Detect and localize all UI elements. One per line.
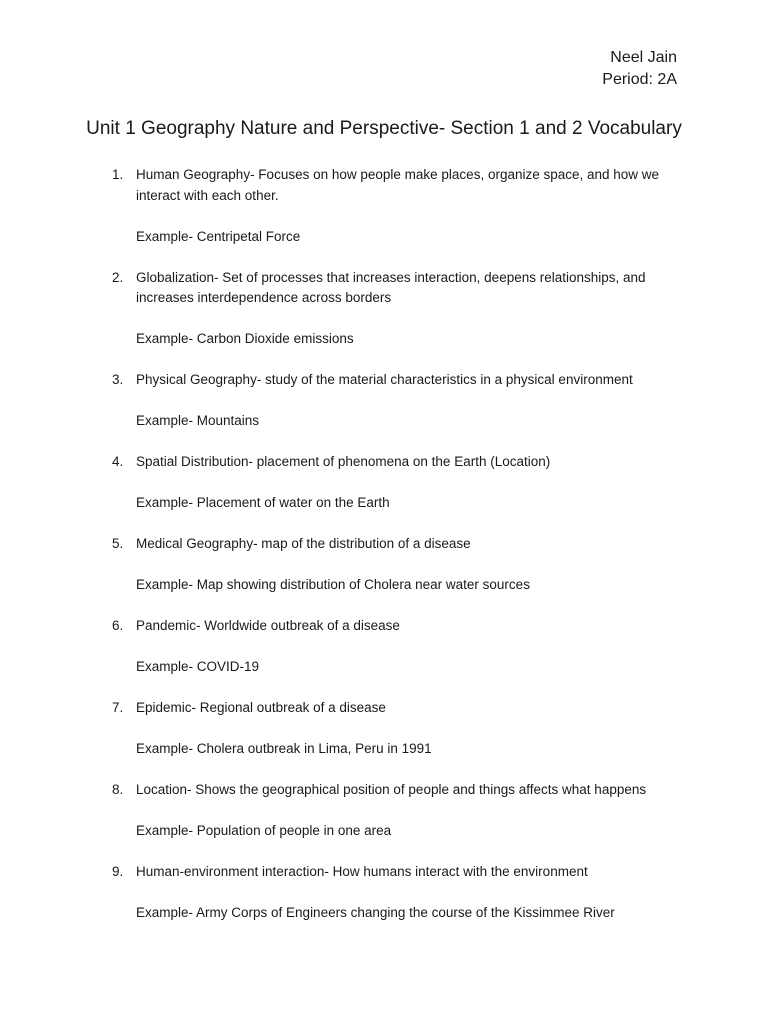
- vocab-item: [104, 862, 664, 924]
- student-name: Neel Jain: [610, 49, 677, 66]
- vocab-definition: Epidemic- Regional outbreak of a disease: [136, 700, 386, 715]
- vocab-definition: Human-environment interaction- How humans interact with the environment: [136, 864, 588, 879]
- vocab-example: Example- Map showing distribution of Cholera near water sources: [136, 577, 530, 592]
- item-number: 6.: [112, 618, 124, 633]
- vocab-example: Example- Cholera outbreak in Lima, Peru in 1991: [136, 741, 432, 756]
- document-header: [602, 47, 677, 91]
- vocab-example: Example- COVID-19: [136, 659, 260, 674]
- vocab-example: Example- Population of people in one area: [136, 823, 392, 838]
- vocab-example: Example- Centripetal Force: [136, 228, 301, 244]
- item-number: 5.: [112, 536, 124, 551]
- vocab-example: Example- Army Corps of Engineers changing the course of the Kissimmee River: [136, 905, 615, 920]
- vocab-item: [104, 616, 664, 678]
- item-number: 1.: [112, 167, 124, 182]
- vocab-item: [104, 268, 664, 350]
- vocab-definition: Physical Geography- study of the material characteristics in a physical environment: [136, 372, 633, 387]
- vocab-item: [104, 698, 664, 760]
- class-period: Period: 2A: [602, 71, 677, 88]
- vocab-item: [104, 780, 664, 842]
- vocab-item: [104, 165, 664, 247]
- item-number: 7.: [112, 700, 124, 715]
- vocab-definition: Pandemic- Worldwide outbreak of a disease: [136, 618, 400, 633]
- vocab-item: [104, 534, 664, 596]
- item-number: 9.: [112, 864, 124, 879]
- vocab-example: Example- Placement of water on the Earth: [136, 495, 390, 510]
- item-number: 8.: [112, 782, 124, 797]
- item-number: 3.: [112, 372, 124, 387]
- vocab-definition: Medical Geography- map of the distribution of a disease: [136, 536, 471, 551]
- item-number: 2.: [112, 269, 124, 285]
- vocab-definition: Location- Shows the geographical position of people and things affects what happens: [136, 782, 647, 797]
- vocab-item: [104, 452, 664, 514]
- vocab-definition: Human Geography- Focuses on how people make places, organize space, and how we interact with each other.: [136, 167, 660, 203]
- item-number: 4.: [112, 454, 124, 469]
- document-title: Unit 1 Geography Nature and Perspective- Section 1 and 2 Vocabulary: [86, 118, 682, 139]
- vocab-example: Example- Mountains: [136, 413, 260, 428]
- vocab-definition: Globalization- Set of processes that increases interaction, deepens relationships, and increases interdependence across borders: [136, 269, 646, 305]
- vocabulary-list: [104, 165, 664, 944]
- vocab-example: Example- Carbon Dioxide emissions: [136, 331, 354, 346]
- vocab-definition: Spatial Distribution- placement of phenomena on the Earth (Location): [136, 454, 551, 469]
- vocab-item: [104, 370, 664, 432]
